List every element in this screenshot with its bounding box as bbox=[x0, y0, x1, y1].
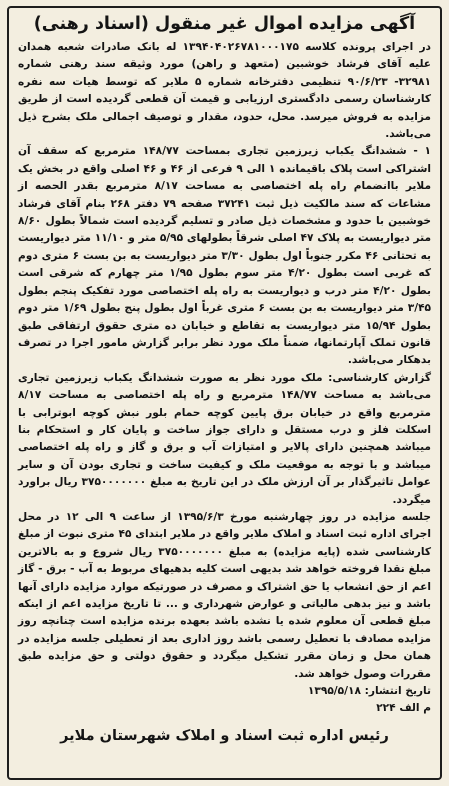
notice-border bbox=[7, 6, 442, 780]
notice-intro-paragraph: در اجرای پرونده کلاسه ۱۳۹۴۰۴۰۲۶۷۸۱۰۰۰۱۷۵ له بانک صادرات شعبه همدان علیه آقای فرشاد خوشبین (متعهد و راهن) مورد وثیقه سند رهنی شماره ۳۲۹۸۱- ۹۰/۶/۲۳ تنظیمی دفترخانه شماره ۵ ملایر که توسط هیات سه نفره کارشناسان رسمی دادگستری ارزیابی و قیمت آن قطعی گردیده است از طریق مزایده به فروش میرسد. محل، حدود، مقدار و توصیف اجمالی ملک بشرح ذیل می‌باشد. bbox=[18, 41, 431, 141]
publish-date: تاریخ انتشار: ۱۳۹۵/۵/۱۸ bbox=[307, 685, 431, 698]
property-description-paragraph: ۱ - ششدانگ یکباب زیرزمین تجاری بمساحت ۱۴۸/۷۷ مترمربع که سقف آن اشتراکی است پلاک باقیمانده ۱ الی ۹ فرعی از ۴۶ و ۴۶ اصلی واقع در بخش یک ملایر باانضمام راه پله اختصاصی به مساحت ۸/۱۷ مترمربع بقدر الحصه از مشاعات که سند مالکیت ذیل ثبت ۳۷۲۴۱ صفحه ۷۹ دفتر ۲۶۸ بنام آقای فرشاد خوشبین با حدود و مشخصات ذیل صادر و تسلیم گردیده است شمالاً بطول ۸/۶۰ متر دیواریست به پلاک ۴۷ اصلی شرقاً بطولهای ۵/۹۵ متر و ۱۱/۱۰ متر دیواریست به تحتانی ۴۶ مکرر جنوباً اول بطول ۳/۳۰ متر دیواریست به بن بست ۶ متری دوم که غربی است بطول ۴/۲۰ متر سوم بطول ۱/۹۵ متر چهارم که شرقی است بطول ۴/۲۰ متر درب و دیواریست به راه پله اختصاصی مورد تفکیک پنجم بطول ۳/۴۵ متر دیواریست به بن بست ۶ متری غرباً اول بطول پنج بطول ۱/۶۹ متر دوم بطول ۱۵/۹۴ متر دیواریست به تقاطع و خیابان ده متری حقوق ارتفاقی طبق قانون تملک آپارتمانها، ضمناً ملک مورد نظر برابر گزارش مامور اجرا در تصرف بدهکار می‌باشد. bbox=[18, 145, 432, 367]
signature-line: رئیس اداره ثبت اسناد و املاک شهرستان ملایر bbox=[60, 727, 389, 744]
notice-title: آگهی مزایده اموال غیر منقول (اسناد رهنی) bbox=[33, 14, 416, 34]
expert-report-paragraph: گزارش کارشناسی: ملک مورد نظر به صورت ششدانگ یکباب زیرزمین تجاری می‌باشد به مساحت ۱۴۸/۷۷ مترمربع و راه پله اختصاصی به مساحت ۸/۱۷ مترمربع واقع در خیابان برق پایین کوچه حمام بلور نبش کوچه ابوترابی با اسکلت فلز و درب مستقل و دارای جواز ساخت و پایان کار و استحکام بنا میباشد همچنین دارای پالایر و امتیازات آب و برق و گاز و راه پله اختصاصی میباشد و با توجه به موقعیت ملک و کیفیت ساخت و تجاری بودن آن و سایر عوامل تاثیرگذار بر آن ارزش ملک در این تاریخ به مبلغ ۳۷۵۰۰۰۰۰۰۰ ریال براورد میگردد. bbox=[18, 371, 431, 506]
auction-session-paragraph: جلسه مزایده در روز چهارشنبه مورخ ۱۳۹۵/۶/۳ از ساعت ۹ الی ۱۲ در محل اجرای اداره ثبت اسناد و املاک ملایر واقع در ملایر ابتدای ۴۵ متری نبوت از مبلغ کارشناسی شده (پایه مزایده) به مبلغ ۳۷۵۰۰۰۰۰۰۰ ریال شروع و به بالاترین مبلغ نقدا فروخته خواهد شد بدیهی است کلیه بدهیهای مربوط به آب - برق - گاز اعم از حق انشعاب یا حق اشتراک و مصرف در صورتیکه موارد مزایده دارای آنها باشد و نیز بدهی مالیاتی و عوارض شهرداری و ... تا تاریخ مزایده اعم از اینکه مبلغ قطعی آن معلوم شده یا نشده باشد بعهده برنده مزایده است چنانچه روز مزایده مصادف با تعطیل رسمی باشد روز اداری بعد از تعطیلی جلسه مزایده در همان محل و زمان مقرر تشکیل میگردد و حقوق دولتی و حق مزایده طبق مقررات وصول خواهد شد. bbox=[18, 510, 432, 680]
reference-code: م الف ۲۲۴ bbox=[376, 702, 431, 715]
